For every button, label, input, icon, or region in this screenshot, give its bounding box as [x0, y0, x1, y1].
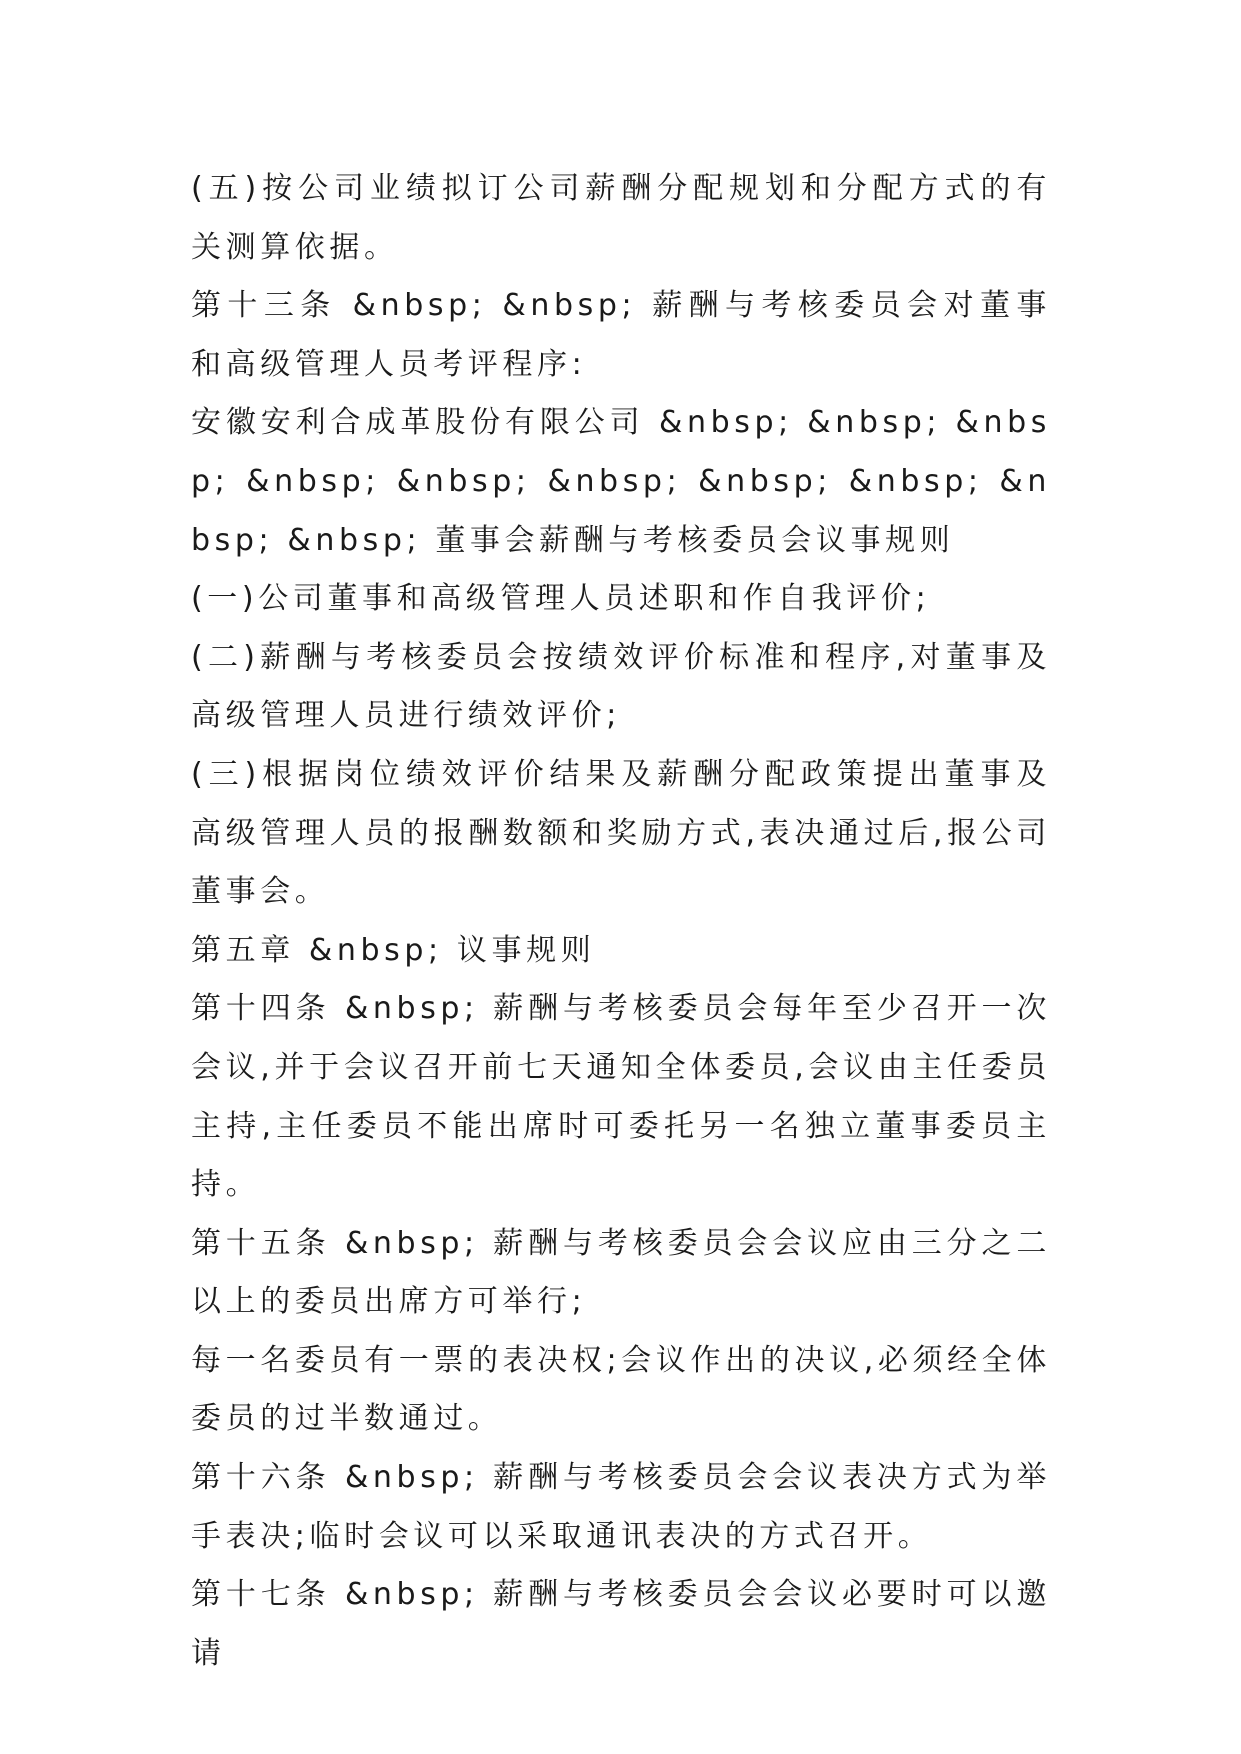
paragraph-item-two: (二)薪酬与考核委员会按绩效评价标准和程序,对董事及高级管理人员进行绩效评价; — [191, 639, 1051, 734]
paragraph-article-17: 第十七条 &nbsp; 薪酬与考核委员会会议必要时可以邀请 — [191, 1577, 1051, 1671]
paragraph-running-header: 安徽安利合成革股份有限公司 &nbsp; &nbsp; &nbsp; &nbsp; &nbsp; &nbsp; &nbsp; &nbsp; &nbsp; &nbsp; 董事会薪酬与考核委员会议事规则 — [191, 405, 1051, 558]
paragraph-article-15: 第十五条 &nbsp; 薪酬与考核委员会会议应由三分之二以上的委员出席方可举行; — [191, 1225, 1051, 1320]
paragraph-item-one: (一)公司董事和高级管理人员述职和作自我评价; — [191, 581, 931, 617]
document-page — [191, 160, 1051, 1683]
paragraph-voting-rights: 每一名委员有一票的表决权;会议作出的决议,必须经全体委员的过半数通过。 — [191, 1342, 1051, 1437]
paragraph-item-five-basis: (五)按公司业绩拟订公司薪酬分配规划和分配方式的有关测算依据。 — [191, 171, 1051, 265]
paragraph-article-13: 第十三条 &nbsp; &nbsp; 薪酬与考核委员会对董事和高级管理人员考评程序: — [191, 288, 1051, 382]
chapter-heading: 第五章 &nbsp; 议事规则 — [191, 932, 596, 968]
paragraph-article-16: 第十六条 &nbsp; 薪酬与考核委员会会议表决方式为举手表决;临时会议可以采取通讯表决的方式召开。 — [191, 1460, 1051, 1554]
paragraph-item-three: (三)根据岗位绩效评价结果及薪酬分配政策提出董事及高级管理人员的报酬数额和奖励方式,表决通过后,报公司董事会。 — [191, 756, 1051, 910]
paragraph-article-14: 第十四条 &nbsp; 薪酬与考核委员会每年至少召开一次会议,并于会议召开前七天通知全体委员,会议由主任委员主持,主任委员不能出席时可委托另一名独立董事委员主持。 — [191, 991, 1051, 1203]
